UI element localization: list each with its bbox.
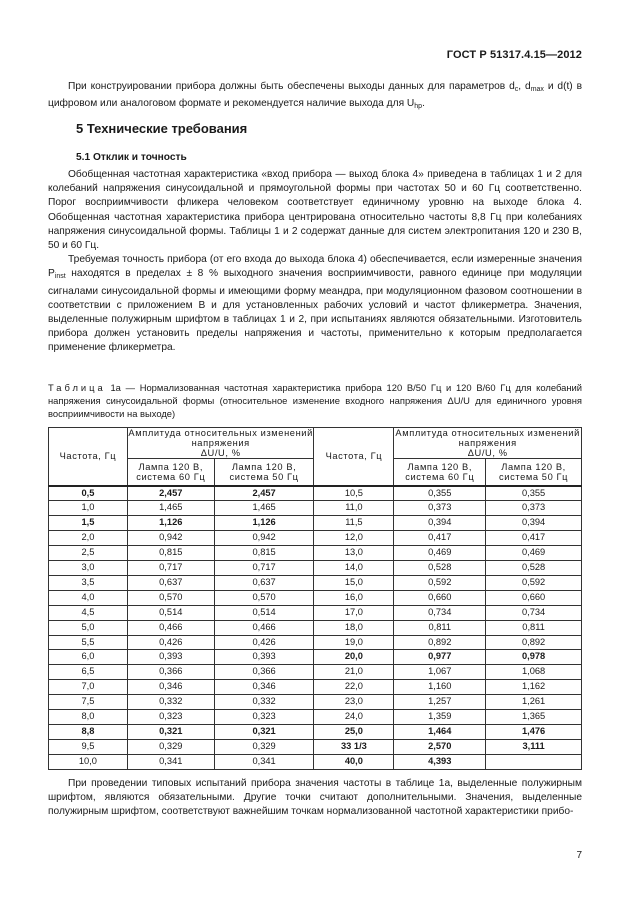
table-cell: 0,332 bbox=[214, 695, 314, 710]
table-cell: 0,426 bbox=[214, 635, 314, 650]
table-cell: 0,592 bbox=[486, 575, 582, 590]
table-cell: 0,366 bbox=[127, 665, 214, 680]
table-cell: 0,417 bbox=[394, 531, 486, 546]
table-cell: 0,417 bbox=[486, 531, 582, 546]
table-cell: 0,978 bbox=[486, 650, 582, 665]
table-row bbox=[49, 486, 582, 501]
table-cell: 0,977 bbox=[394, 650, 486, 665]
table-cell: 2,570 bbox=[394, 739, 486, 754]
table-cell: 0,466 bbox=[214, 620, 314, 635]
table-cell: 17,0 bbox=[314, 605, 394, 620]
table-cell: 2,5 bbox=[49, 546, 128, 561]
table-cell: 1,465 bbox=[214, 501, 314, 516]
table-cell: 7,5 bbox=[49, 695, 128, 710]
table-cell: 12,0 bbox=[314, 531, 394, 546]
header-frequency-2: Частота, Гц bbox=[314, 428, 394, 486]
header-lamp-60-1: Лампа 120 В, система 60 Гц bbox=[127, 459, 214, 486]
table-cell: 1,261 bbox=[486, 695, 582, 710]
table-cell: 0,329 bbox=[214, 739, 314, 754]
table-cell: 15,0 bbox=[314, 575, 394, 590]
table-cell: 0,811 bbox=[486, 620, 582, 635]
table-cell: 1,465 bbox=[127, 501, 214, 516]
table-body bbox=[49, 486, 582, 770]
table-cell: 0,892 bbox=[486, 635, 582, 650]
table-cell: 7,0 bbox=[49, 680, 128, 695]
header-frequency-1: Частота, Гц bbox=[49, 428, 128, 486]
table-cell: 0,366 bbox=[214, 665, 314, 680]
table-cell: 0,734 bbox=[486, 605, 582, 620]
table-cell: 0,332 bbox=[127, 695, 214, 710]
table-cell: 1,126 bbox=[127, 516, 214, 531]
table-cell: 1,160 bbox=[394, 680, 486, 695]
table-cell: 1,5 bbox=[49, 516, 128, 531]
table-cell: 10,0 bbox=[49, 754, 128, 769]
document-header: ГОСТ Р 51317.4.15—2012 bbox=[446, 49, 582, 61]
table-cell: 0,393 bbox=[214, 650, 314, 665]
table-cell: 0,637 bbox=[127, 575, 214, 590]
table-cell: 0,355 bbox=[486, 486, 582, 501]
table-row bbox=[49, 739, 582, 754]
table-cell: 0,892 bbox=[394, 635, 486, 650]
table-cell: 0,592 bbox=[394, 575, 486, 590]
table-cell: 1,068 bbox=[486, 665, 582, 680]
header-amplitude-1: Амплитуда относительных изменений напряжения ΔU/U, % bbox=[128, 428, 313, 458]
table-cell: 0,637 bbox=[214, 575, 314, 590]
table-row bbox=[49, 725, 582, 740]
table-cell: 22,0 bbox=[314, 680, 394, 695]
table-cell: 11,5 bbox=[314, 516, 394, 531]
table-cell: 3,111 bbox=[486, 739, 582, 754]
table-cell: 0,528 bbox=[486, 561, 582, 576]
table-cell: 0,469 bbox=[486, 546, 582, 561]
table-cell: 0,329 bbox=[127, 739, 214, 754]
page-number: 7 bbox=[576, 850, 582, 861]
table-cell: 0,815 bbox=[127, 546, 214, 561]
table-cell: 0,341 bbox=[214, 754, 314, 769]
table-cell: 0,341 bbox=[127, 754, 214, 769]
table-cell: 10,5 bbox=[314, 486, 394, 501]
table-cell: 0,373 bbox=[486, 501, 582, 516]
table-cell: 3,0 bbox=[49, 561, 128, 576]
table-cell: 1,126 bbox=[214, 516, 314, 531]
intro-text: При конструировании прибора должны быть обеспечены выходы данных для параметров $d_c$, $d_{max}$ и d(t) в цифровом или аналоговом формате и рекомендуется наличие выхода для $U_{hp}$. bbox=[48, 81, 582, 111]
header-lamp-50-1: Лампа 120 В, система 50 Гц bbox=[214, 459, 314, 486]
table-row bbox=[49, 695, 582, 710]
table-row bbox=[49, 546, 582, 561]
table-row bbox=[49, 620, 582, 635]
table-cell: 8,8 bbox=[49, 725, 128, 740]
table-cell: 0,323 bbox=[127, 710, 214, 725]
table-cell: 0,717 bbox=[214, 561, 314, 576]
frequency-table bbox=[48, 427, 582, 770]
table-cell: 0,660 bbox=[486, 590, 582, 605]
table-row bbox=[49, 710, 582, 725]
table-cell: 0,394 bbox=[486, 516, 582, 531]
table-cell: 4,5 bbox=[49, 605, 128, 620]
table-cell: 0,815 bbox=[214, 546, 314, 561]
table-cell: 0,660 bbox=[394, 590, 486, 605]
table-cell: 0,811 bbox=[394, 620, 486, 635]
table-cell: 16,0 bbox=[314, 590, 394, 605]
table-cell: 25,0 bbox=[314, 725, 394, 740]
table-cell: 24,0 bbox=[314, 710, 394, 725]
table-cell: 3,5 bbox=[49, 575, 128, 590]
table-cell: 0,942 bbox=[127, 531, 214, 546]
table-cell: 1,464 bbox=[394, 725, 486, 740]
table-cell: 0,346 bbox=[214, 680, 314, 695]
table-cell: 1,257 bbox=[394, 695, 486, 710]
table-cell: 0,570 bbox=[214, 590, 314, 605]
table-cell: 0,514 bbox=[127, 605, 214, 620]
table-row bbox=[49, 680, 582, 695]
table-row bbox=[49, 605, 582, 620]
table-cell: 9,5 bbox=[49, 739, 128, 754]
header-amplitude-2: Амплитуда относительных изменений напряжения ΔU/U, % bbox=[395, 428, 580, 458]
table-cell: 0,570 bbox=[127, 590, 214, 605]
table-cell: 33 1/3 bbox=[314, 739, 394, 754]
table-cell: 20,0 bbox=[314, 650, 394, 665]
table-cell: 0,355 bbox=[394, 486, 486, 501]
table-row bbox=[49, 635, 582, 650]
body-paragraph-2: Требуемая точность прибора (от его входа до выхода блока 4) обеспечивается, если измеренные значения $P_{inst}$ находятся в пределах ± 8 % выходного значения восприимчивости, равного единице при модуляции сигналами синусоидальной формы и имеющими форму меандра, при модуляционном фазовом соотношении в соответствии с приложением В и для установленных рабочих условий и частот фликерметра. Значения, выделенные полужирным шрифтом в таблицах 1 и 2, при испытаниях являются обязательными. Изготовитель прибора должен установить пределы напряжения и частоты, применительно к которым предполагается применение фликерметра. bbox=[48, 254, 582, 354]
table-cell: 0,469 bbox=[394, 546, 486, 561]
table-cell: 4,0 bbox=[49, 590, 128, 605]
table-cell: 0,426 bbox=[127, 635, 214, 650]
body-text bbox=[48, 168, 582, 356]
table-cell: 0,717 bbox=[127, 561, 214, 576]
table-cell: 40,0 bbox=[314, 754, 394, 769]
table-cell: 19,0 bbox=[314, 635, 394, 650]
table-cell: 1,0 bbox=[49, 501, 128, 516]
table-cell bbox=[486, 754, 582, 769]
table-row bbox=[49, 501, 582, 516]
table-cell: 0,514 bbox=[214, 605, 314, 620]
table-cell: 1,359 bbox=[394, 710, 486, 725]
table-row bbox=[49, 754, 582, 769]
table-row bbox=[49, 561, 582, 576]
table-cell: 1,162 bbox=[486, 680, 582, 695]
table-cell: 23,0 bbox=[314, 695, 394, 710]
table-cell: 1,476 bbox=[486, 725, 582, 740]
table-cell: 18,0 bbox=[314, 620, 394, 635]
table-cell: 0,942 bbox=[214, 531, 314, 546]
table-row bbox=[49, 590, 582, 605]
subsection-title: 5.1 Отклик и точность bbox=[76, 152, 187, 163]
table-cell: 2,0 bbox=[49, 531, 128, 546]
section-title: 5 Технические требования bbox=[76, 121, 248, 136]
table-cell: 8,0 bbox=[49, 710, 128, 725]
table-cell: 11,0 bbox=[314, 501, 394, 516]
table-cell: 6,0 bbox=[49, 650, 128, 665]
table-cell: 0,393 bbox=[127, 650, 214, 665]
table-caption: Таблица 1а — Нормализованная частотная характеристика прибора 120 В/50 Гц и 120 В/60 Гц для колебаний напряжения синусоидальной формы (относительное изменение входного напряжения ΔU/U для единичного уровня восприимчивости на выходе) bbox=[48, 382, 582, 419]
table-row bbox=[49, 516, 582, 531]
header-lamp-50-2: Лампа 120 В, система 50 Гц bbox=[486, 459, 582, 486]
table-cell: 2,457 bbox=[214, 486, 314, 501]
table-cell: 0,528 bbox=[394, 561, 486, 576]
table-cell: 6,5 bbox=[49, 665, 128, 680]
table-row bbox=[49, 531, 582, 546]
intro-paragraph bbox=[48, 80, 582, 114]
bottom-paragraph: При проведении типовых испытаний прибора значения частоты в таблице 1а, выделенные полужирным шрифтом, являются обязательными. Другие точки считают дополнительными. Значения, выделенные полужирным шрифтом, соответствуют важнейшим точкам нормализованной частотной характеристики прибо- bbox=[48, 778, 582, 818]
table-cell: 0,346 bbox=[127, 680, 214, 695]
body-paragraph-1: Обобщенная частотная характеристика «вход прибора — выход блока 4» приведена в таблицах 1 и 2 для колебаний напряжения синусоидальной и прямоугольной формы при частотах 50 и 60 Гц соответственно. Порог восприимчивости фликера человеком соответствует единичному уровню на выходе блока 4. Обобщенная частотная характеристика прибора центрирована относительно частоты 8,8 Гц при колебаниях напряжения синусоидальной формы. Таблицы 1 и 2 содержат данные для систем электропитания 120 и 230 В, 50 и 60 Гц. bbox=[48, 169, 582, 252]
table-cell: 0,734 bbox=[394, 605, 486, 620]
table-cell: 5,0 bbox=[49, 620, 128, 635]
header-lamp-60-2: Лампа 120 В, система 60 Гц bbox=[394, 459, 486, 486]
table-row bbox=[49, 575, 582, 590]
table-cell: 0,321 bbox=[127, 725, 214, 740]
table-cell: 1,067 bbox=[394, 665, 486, 680]
table-cell: 0,323 bbox=[214, 710, 314, 725]
table-cell: 1,365 bbox=[486, 710, 582, 725]
table-cell: 21,0 bbox=[314, 665, 394, 680]
table-cell: 4,393 bbox=[394, 754, 486, 769]
table-cell: 13,0 bbox=[314, 546, 394, 561]
table-cell: 0,5 bbox=[49, 486, 128, 501]
table-row bbox=[49, 665, 582, 680]
table-cell: 0,394 bbox=[394, 516, 486, 531]
table-row bbox=[49, 650, 582, 665]
table-cell: 2,457 bbox=[127, 486, 214, 501]
table-cell: 14,0 bbox=[314, 561, 394, 576]
table-cell: 0,373 bbox=[394, 501, 486, 516]
table-cell: 0,466 bbox=[127, 620, 214, 635]
table-cell: 0,321 bbox=[214, 725, 314, 740]
table-cell: 5,5 bbox=[49, 635, 128, 650]
